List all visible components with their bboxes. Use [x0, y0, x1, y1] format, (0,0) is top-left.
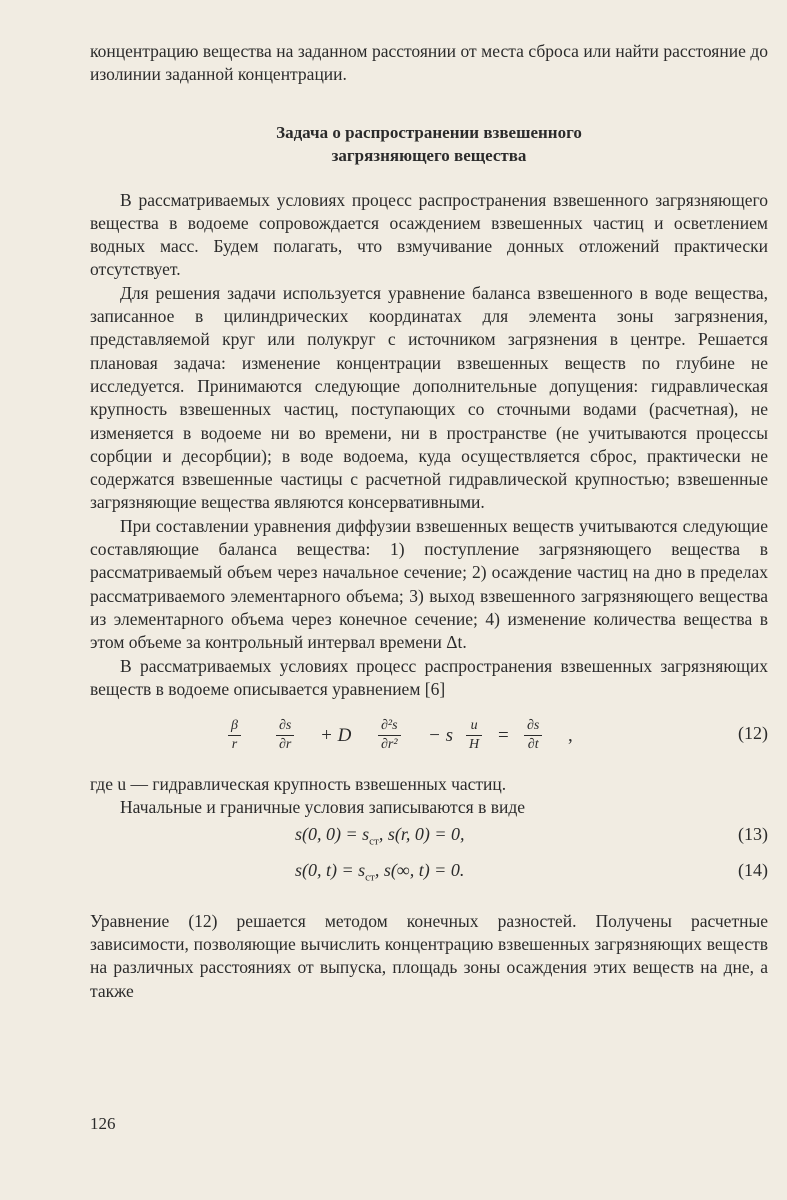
eq14-sub: ст: [365, 871, 375, 884]
page-number: 126: [90, 1114, 116, 1133]
eq12-minus-s: − s: [428, 725, 453, 747]
eq12-equals: =: [498, 725, 509, 747]
eq14-number: (14): [738, 859, 768, 880]
heading-line-2: загрязняющего вещества: [331, 145, 527, 165]
eq14-right: , s(∞, t) = 0.: [374, 859, 465, 880]
final-paragraph: Уравнение (12) решается методом конечных разностей. Получены расчетные зависимости, позволяющие вычислить концентрацию взвешенных загрязняющих веществ на различных расстояниях от выпуска, площадь зоны осаждения этих веществ на дне, а также: [90, 910, 768, 1001]
heading-line-1: Задача о распространении взвешенного: [276, 122, 582, 142]
eq13-left: s(0, 0) = s: [295, 823, 370, 844]
where-text: где u — гидравлическая крупность взвешенных частиц.: [90, 774, 507, 795]
eq12-fraction-4: $\frac{u}{H}$: [466, 717, 482, 754]
equation-13: [90, 820, 768, 856]
eq12-fraction-5: $\frac{\partial s}{\partial t}$: [524, 717, 542, 754]
eq13-right: , s(r, 0) = 0,: [378, 823, 465, 844]
page-content: [90, 40, 768, 1003]
eq12-plus-d: + D: [320, 725, 352, 747]
eq14-left: s(0, t) = s: [295, 859, 366, 880]
eq12-fraction-2: $\frac{\partial s}{\partial r}$: [276, 717, 294, 754]
section-heading: [90, 121, 768, 167]
eq12-number: (12): [738, 723, 768, 744]
conditions-intro: Начальные и граничные условия записываются в виде: [120, 797, 526, 818]
eq12-fraction-3: $\frac{\text{∂²s}}{\text{∂r²}}$: [378, 717, 401, 754]
intro-text: концентрацию вещества на заданном расстоянии от места сброса или найти расстояние до изолинии заданной концентрации.: [90, 41, 768, 85]
paragraph-1: В рассматриваемых условиях процесс распространения взвешенного загрязняющего вещества в водоеме сопровождается осаждением взвешенных частиц и осветлением водных масс. Будем полагать, что взмучивание донных отложений практически отсутствует.: [90, 189, 768, 280]
eq12-comma: ,: [568, 725, 573, 747]
paragraph-3: При составлении уравнения диффузии взвешенных веществ учитываются следующие составляющие баланса вещества: 1) поступление загрязняющего вещества в рассматриваемый объем через начальное сечение; 2) осаждение частиц на дно в пределах рассматриваемого элементарного объема; 3) выход взвешенного загрязняющего вещества из элементарного объема через конечное сечение; 4) изменение количества вещества в этом объеме за контрольный интервал времени Δt.: [90, 515, 768, 653]
eq12-fraction-1: $\frac{\beta}{r}$: [228, 717, 241, 754]
eq13-sub: ст: [369, 835, 379, 848]
equation-14: [90, 856, 768, 892]
paragraph-2: Для решения задачи используется уравнение баланса взвешенного в воде вещества, записанное в цилиндрических координатах для элемента зоны загрязнения, представляемой круг или полукруг с источником загрязнения в центре. Решается плановая задача: изменение концентрации взвешенных веществ по глубине не исследуется. Принимаются следующие дополнительные допущения: гидравлическая крупность взвешенных частиц, поступающих со сточными водами (расчетная), не изменяется в водоеме ни во времени, ни в пространстве (не учитываются процессы сорбции и десорбции); в воде водоема, куда осуществляется сброс, практически не содержатся взвешенные частицы с расчетной гидравлической крупностью; взвешенные загрязняющие вещества являются консервативными.: [90, 282, 768, 513]
eq13-number: (13): [738, 823, 768, 844]
paragraph-4: В рассматриваемых условиях процесс распространения взвешенных загрязняющих веществ в водоеме описывается уравнением [6]: [90, 655, 768, 699]
equation-12: [90, 711, 768, 767]
